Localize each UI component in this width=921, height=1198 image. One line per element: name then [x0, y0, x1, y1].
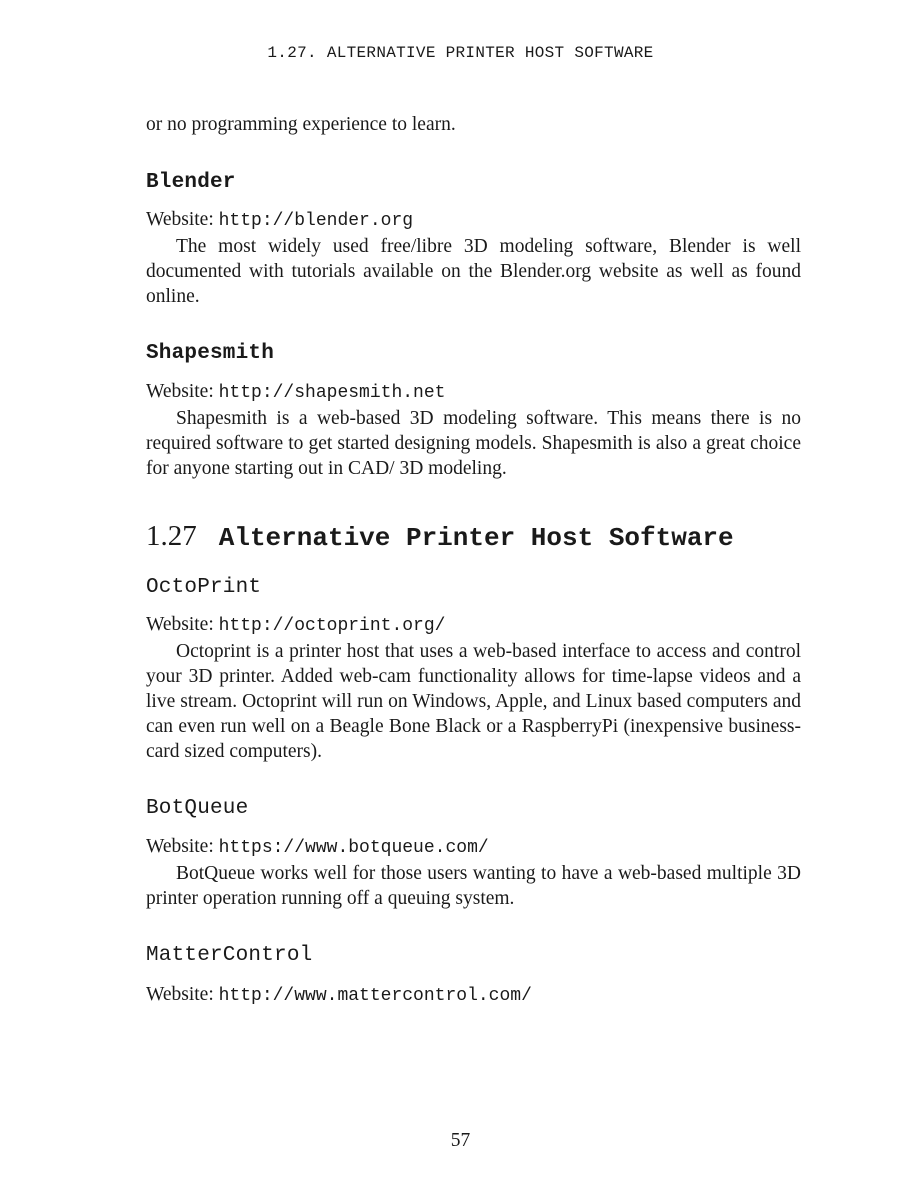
shapesmith-heading: Shapesmith [146, 342, 275, 365]
website-label: Website: [146, 209, 214, 230]
mattercontrol-url-link[interactable]: http://www.mattercontrol.com/ [218, 986, 532, 1006]
section-title: Alternative Printer Host Software [218, 523, 734, 553]
blender-url-link[interactable]: http://blender.org [218, 211, 414, 231]
botqueue-heading: BotQueue [146, 797, 249, 820]
blender-website-line [146, 209, 413, 231]
botqueue-description: BotQueue works well for those users wanting to have a web-based multiple 3D printer operation running off a queuing system. [146, 863, 801, 909]
blender-description: The most widely used free/libre 3D modeling software, Blender is well documented with tutorials available on the Blender.org website as well as found online. [146, 236, 801, 307]
page-number: 57 [450, 1130, 471, 1151]
shapesmith-url-link[interactable]: http://shapesmith.net [218, 383, 446, 403]
website-label: Website: [146, 984, 214, 1005]
blender-heading: Blender [146, 171, 236, 194]
botqueue-url-link[interactable]: https://www.botqueue.com/ [218, 838, 489, 858]
octoprint-heading: OctoPrint [146, 576, 262, 599]
mattercontrol-website-line [146, 984, 532, 1006]
octoprint-description: Octoprint is a printer host that uses a web-based interface to access and control your 3D printer. Added web-cam functionality allows for time-lapse videos and a live stream. Octoprint will run on Windows, Apple, and Linux based computers and can even run well on a Beagle Bone Black or a RaspberryPi (inexpensive business-card sized computers). [146, 641, 801, 762]
intro-tail-text: or no programming experience to learn. [146, 114, 456, 135]
octoprint-url-link[interactable]: http://octoprint.org/ [218, 616, 446, 636]
shapesmith-description: Shapesmith is a web-based 3D modeling software. This means there is no required software to get started designing models. Shapesmith is also a great choice for anyone starting out in CAD/ 3D modeling. [146, 408, 801, 479]
website-label: Website: [146, 614, 214, 635]
octoprint-website-line [146, 614, 445, 636]
mattercontrol-heading: MatterControl [146, 944, 313, 967]
section-number: 1.27 [146, 520, 197, 552]
website-label: Website: [146, 381, 214, 402]
shapesmith-website-line [146, 381, 445, 403]
running-head: 1.27. ALTERNATIVE PRINTER HOST SOFTWARE [267, 44, 654, 62]
section-heading [146, 519, 734, 553]
website-label: Website: [146, 836, 214, 857]
botqueue-website-line [146, 836, 489, 858]
